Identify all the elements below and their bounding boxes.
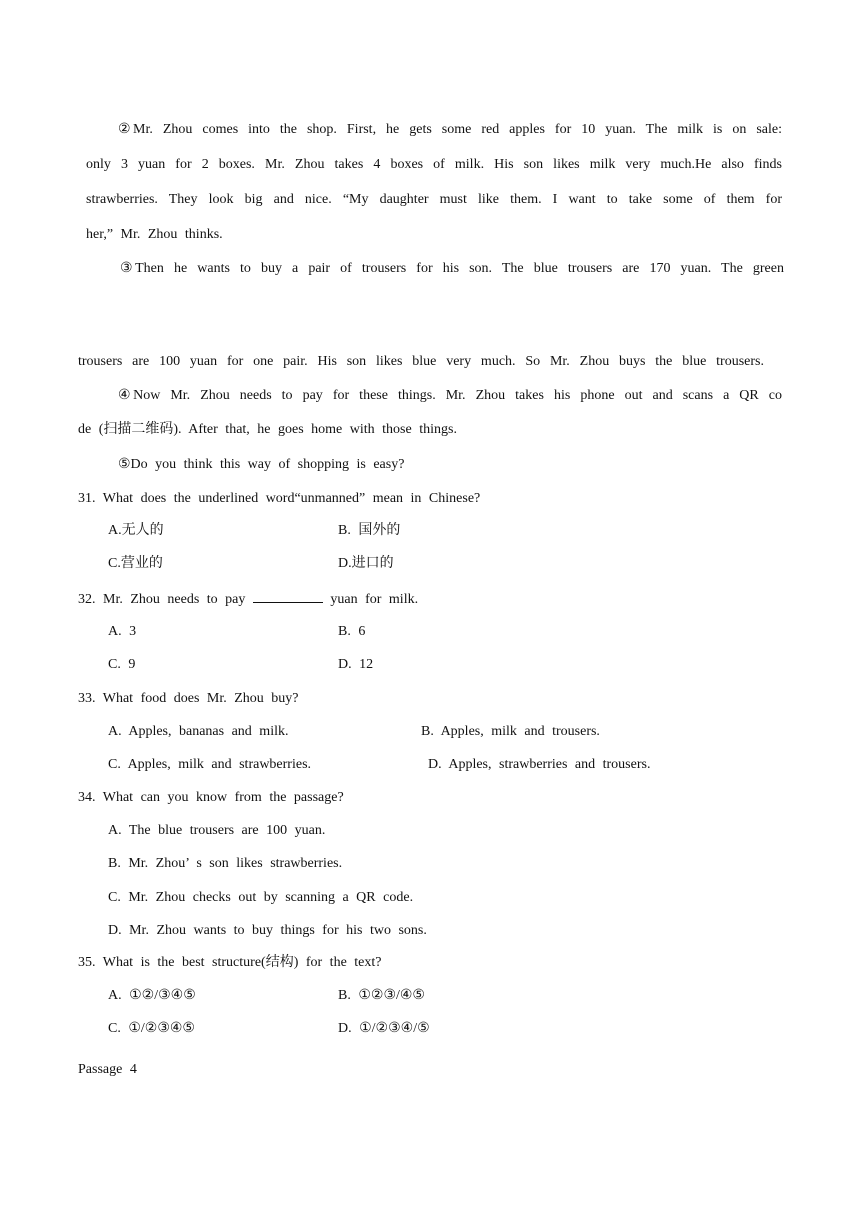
question-31-stem: 31. What does the underlined word“unmanned” mean in Chinese? — [78, 491, 481, 506]
question-34-option-a: A. The blue trousers are 100 yuan. — [108, 823, 326, 838]
question-31-option-c: C.营业的 — [108, 556, 163, 571]
question-34-option-c: C. Mr. Zhou checks out by scanning a QR code. — [108, 890, 414, 905]
paragraph-2-line-1: ②Mr. Zhou comes into the shop. First, he gets some red apples for 10 yuan. The milk is on sale: — [118, 122, 782, 137]
paragraph-3-line-1: ③Then he wants to buy a pair of trousers for his son. The blue trousers are 170 yuan. The green — [120, 261, 784, 276]
question-34-option-d: D. Mr. Zhou wants to buy things for his two sons. — [108, 923, 427, 938]
answer-blank — [253, 590, 323, 603]
question-32-stem — [78, 590, 418, 609]
paragraph-4-line-1: ④Now Mr. Zhou needs to pay for these things. Mr. Zhou takes his phone out and scans a QR co — [118, 388, 782, 403]
question-31-option-d: D.进口的 — [338, 556, 394, 571]
question-35-stem: 35. What is the best structure(结构) for the text? — [78, 955, 382, 970]
question-34-stem: 34. What can you know from the passage? — [78, 790, 344, 805]
question-35-option-b: B. ①②③/④⑤ — [338, 988, 425, 1003]
question-31-option-b: B. 国外的 — [338, 523, 401, 538]
section-label: Passage 4 — [78, 1062, 137, 1077]
question-35-option-d: D. ①/②③④/⑤ — [338, 1021, 430, 1036]
question-32-option-a: A. 3 — [108, 624, 137, 639]
paragraph-4-line-2: de (扫描二维码). After that, he goes home with those things. — [78, 422, 457, 437]
paragraph-2-line-4: her,” Mr. Zhou thinks. — [86, 227, 223, 242]
paragraph-2-line-2: only 3 yuan for 2 boxes. Mr. Zhou takes 4 boxes of milk. His son likes milk very much.He also finds — [86, 157, 782, 172]
question-32-option-d: D. 12 — [338, 657, 374, 672]
question-33-stem: 33. What food does Mr. Zhou buy? — [78, 691, 299, 706]
paragraph-2-line-3: strawberries. They look big and nice. “My daughter must like them. I want to take some of them for — [86, 192, 782, 207]
question-33-option-b: B. Apples, milk and trousers. — [421, 724, 600, 739]
question-32-stem-end: yuan for milk. — [330, 592, 419, 607]
paragraph-5-line-1: ⑤Do you think this way of shopping is easy? — [118, 457, 405, 472]
question-35-option-a: A. ①②/③④⑤ — [108, 988, 196, 1003]
question-32-stem-start: 32. Mr. Zhou needs to pay — [78, 592, 246, 607]
question-32-option-c: C. 9 — [108, 657, 136, 672]
question-35-option-c: C. ①/②③④⑤ — [108, 1021, 195, 1036]
question-33-option-d: D. Apples, strawberries and trousers. — [428, 757, 651, 772]
question-33-option-c: C. Apples, milk and strawberries. — [108, 757, 312, 772]
paragraph-3-line-2: trousers are 100 yuan for one pair. His son likes blue very much. So Mr. Zhou buys the blue trousers. — [78, 354, 764, 369]
question-32-option-b: B. 6 — [338, 624, 366, 639]
question-34-option-b: B. Mr. Zhou’ s son likes strawberries. — [108, 856, 343, 871]
question-31-option-a: A.无人的 — [108, 523, 164, 538]
question-33-option-a: A. Apples, bananas and milk. — [108, 724, 289, 739]
